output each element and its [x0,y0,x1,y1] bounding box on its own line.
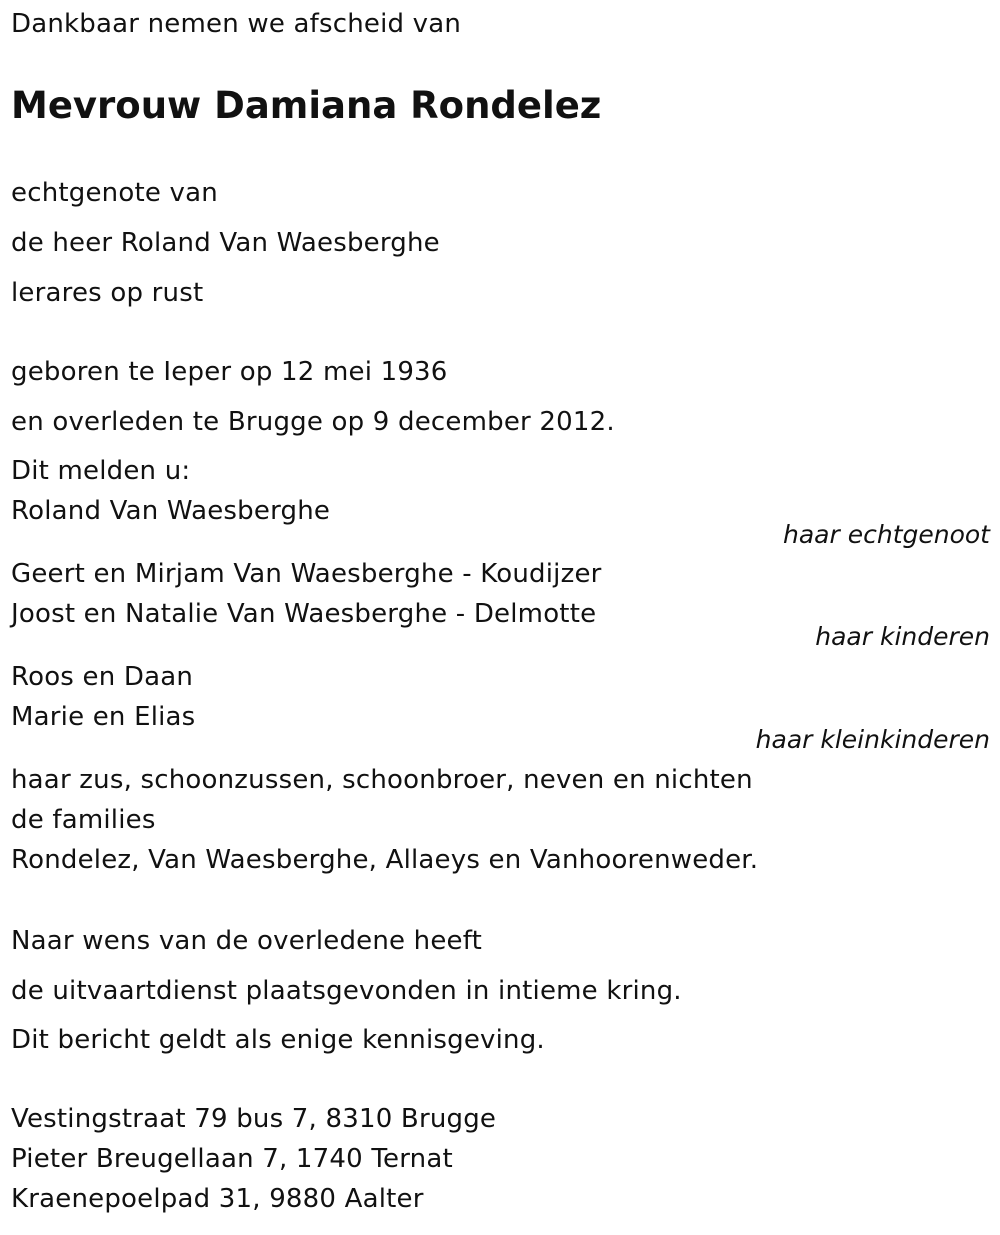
occupation: lerares op rust [11,278,204,308]
address-line: Kraenepoelpad 31, 9880 Aalter [11,1184,424,1214]
closing-line: Naar wens van de overledene heeft [11,926,483,956]
death-info: en overleden te Brugge op 9 december 2012. [11,407,615,437]
mourner-name: Roos en Daan [11,662,194,692]
mourner-name: Roland Van Waesberghe [11,496,331,526]
mourner-name: Marie en Elias [11,702,196,732]
family-line: haar zus, schoonzussen, schoonbroer, neven en nichten [11,765,753,795]
address-line: Vestingstraat 79 bus 7, 8310 Brugge [11,1104,497,1134]
intro-text: Dankbaar nemen we afscheid van [11,9,462,39]
spouse-intro: echtgenote van [11,178,218,208]
relation-label: haar kleinkinderen [755,725,990,754]
closing-line: Dit bericht geldt als enige kennisgeving. [11,1025,545,1055]
announced-by: Dit melden u: [11,456,191,486]
family-line: de families [11,805,156,835]
closing-line: de uitvaartdienst plaatsgevonden in intieme kring. [11,976,682,1006]
relation-label: haar echtgenoot [783,520,990,549]
spouse-name: de heer Roland Van Waesberghe [11,228,440,258]
mourner-name: Joost en Natalie Van Waesberghe - Delmotte [11,599,597,629]
relation-label: haar kinderen [815,622,990,651]
deceased-name: Mevrouw Damiana Rondelez [11,84,602,127]
address-line: Pieter Breugellaan 7, 1740 Ternat [11,1144,453,1174]
family-line: Rondelez, Van Waesberghe, Allaeys en Vanhoorenweder. [11,845,759,875]
mourner-name: Geert en Mirjam Van Waesberghe - Koudijzer [11,559,602,589]
birth-info: geboren te Ieper op 12 mei 1936 [11,357,448,387]
